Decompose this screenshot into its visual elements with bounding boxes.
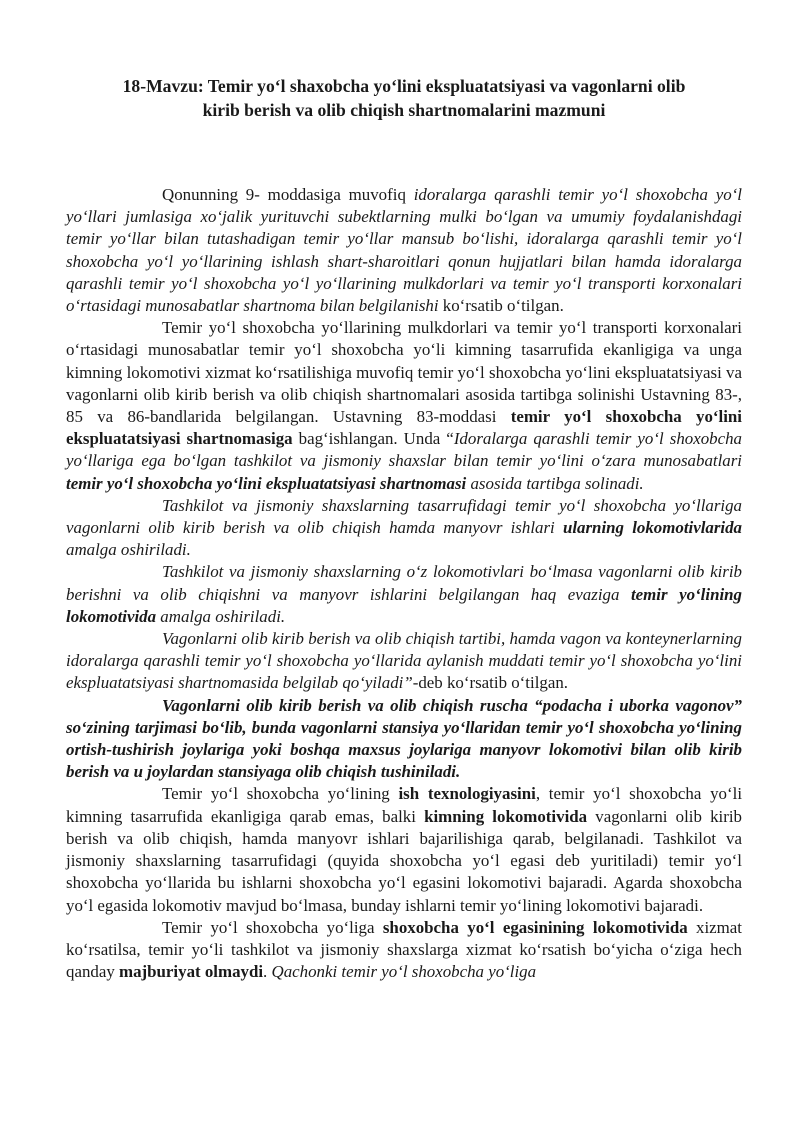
text-run: -deb ko‘rsatib o‘tilgan. [412,673,568,693]
text-run: Temir yo‘l shoxobcha yo‘llarining mulkdorlari va temir yo‘l transporti korxonalari o‘rtasidagi munosabatlar temir yo‘l shoxobcha yo‘li kimning tasarrufida ekanligiga va unga kimning lokomotivi xizmat ko‘rsatilishiga muvofiq temir yo‘l shoxobcha yo‘lini ekspluatatsiyasi va vagonlarni olib kirib berish va olib chiqish shartnomalari asosida tartibga solinishi Ustavning 83-, 85 va 86-bandlarida belgilangan. Ustavning 83-moddasi [66,318,742,427]
text-run: temir yo‘lining lokomotivida [66,584,742,626]
paragraph [66,917,742,984]
text-run: Qachonki temir yo‘l shoxobcha yo‘liga [271,962,537,982]
paragraph [66,783,742,916]
text-run: ko‘rsatib o‘tilgan. [438,296,564,316]
text-run: Tashkilot va jismoniy shaxslarning o‘z lokomotivlari bo‘lmasa vagonlarni olib kirib berishni va olib chiqishni va manyovr ishlarini belgilangan haq evaziga [66,562,742,604]
text-run: Temir yo‘l shoxobcha yo‘liga [162,917,383,937]
text-run: Tashkilot va jismoniy shaxslarning tasarrufidagi temir yo‘l shoxobcha yo‘llariga vagonlarni olib kirib berish va olib chiqish hamda manyovr ishlari [66,495,742,538]
text-run: xizmat ko‘rsatilsa, temir yo‘li tashkilot va jismoniy shaxslarga xizmat ko‘rsatish bo‘yicha o‘ziga hech qanday [66,917,742,982]
text-run: kimning lokomotivida [424,806,588,826]
text-run: Qonunning 9- moddasiga muvofiq [162,185,414,204]
text-run: temir yo‘l shoxobcha yo‘lini ekspluatatsiyasi shartnomasi [66,473,467,493]
title-line-2: kirib berish va olib chiqish shartnomalarini mazmuni [202,100,606,120]
paragraph [66,495,742,562]
text-run: shoxobcha yo‘l egasinining lokomotivida [382,917,688,937]
text-run: vagonlarni olib kirib berish va olib chiqish, hamda manyovr ishlari bajarilishiga qarab, belgilanadi. Tashkilot va jismoniy shaxslarning tasarrufidagi (quyida shoxobcha yo‘l egasi deb yuritiladi) temir yo‘l shoxobcha yo‘llarida bu ishlarni shoxobcha yo‘l egasini lokomotivi bajaradi. Agarda shoxobcha yo‘l egasida lokomotiv mavjud bo‘lmasa, bunday ishlarni temir yo‘lining lokomotivi bajaradi. [66,806,743,915]
title-line-1: 18-Mavzu: Temir yo‘l shaxobcha yo‘lini ekspluatatsiyasi va vagonlarni olib [122,76,686,96]
text-run: Temir yo‘l shoxobcha yo‘lining [162,784,399,804]
text-run: amalga oshiriladi. [156,606,286,626]
text-run: temir yo‘l shoxobcha yo‘lini ekspluatatsiyasi shartnomasiga [66,407,742,449]
text-run: bag‘ishlangan. Unda “ [292,429,454,449]
text-run: , temir yo‘l shoxobcha yo‘li kimning tasarrufida ekanligiga qarab emas, balki [66,784,743,826]
paragraph [66,695,742,784]
paragraph [66,317,742,495]
document-body [66,184,742,983]
text-run: amalga oshiriladi. [66,540,191,560]
text-run: majburiyat olmaydi [119,962,264,982]
text-run: Vagonlarni olib kirib berish va olib chiqish tartibi, hamda vagon va konteynerlarning idoralarga qarashli temir yo‘l shoxobcha yo‘llarida aylanish muddati temir yo‘l shoxobcha yo‘lini ekspluatatsiyasi shartnomasida belgilab qo‘yiladi” [66,629,742,693]
text-run: asosida tartibga solinadi. [466,473,644,493]
text-run: Idoralarga qarashli temir yo‘l shoxobcha yo‘llariga ega bo‘lgan tashkilot va jismoniy shaxslar bilan temir yo‘lini o‘zara munosabatlari [66,429,742,471]
text-run: ish texnologiyasini [398,784,536,804]
text-run: Vagonlarni olib kirib berish va olib chiqish ruscha “podacha i uborka vagonov” so‘zining tarjimasi bo‘lib, bunda vagonlarni stansiya yo‘llaridan temir yo‘l shoxobcha yo‘lining ortish-tushirish joylariga yoki boshqa maxsus joylariga manyovr lokomotivi bilan olib kirib berish va u joylardan stansiyaga olib chiqish tushiniladi. [66,695,742,782]
document-title [66,74,742,122]
paragraph [66,184,742,317]
text-run: ularning lokomotivlarida [562,518,742,538]
document-page [66,74,742,983]
text-run: idoralarga qarashli temir yo‘l shoxobcha yo‘l yo‘llari jumlasiga xo‘jalik yurituvchi subektlarning mulki bo‘lgan va umumiy foydalanishdagi temir yo‘llar bilan tutashadigan temir yo‘llar mansub bo‘lishi, idoralarga qarashli temir yo‘l shoxobcha yo‘l yo‘llarining ishlash shart-sharoitlari qonun hujjatlari bilan hamda idoralarga qarashli temir yo‘l shoxobcha yo‘l yo‘llarining mulkdorlari va temir yo‘l transporti korxonalari o‘rtasidagi munosabatlar shartnoma bilan belgilanishi [66,185,742,316]
text-run: . [263,962,272,982]
paragraph [66,628,742,695]
paragraph [66,561,742,628]
